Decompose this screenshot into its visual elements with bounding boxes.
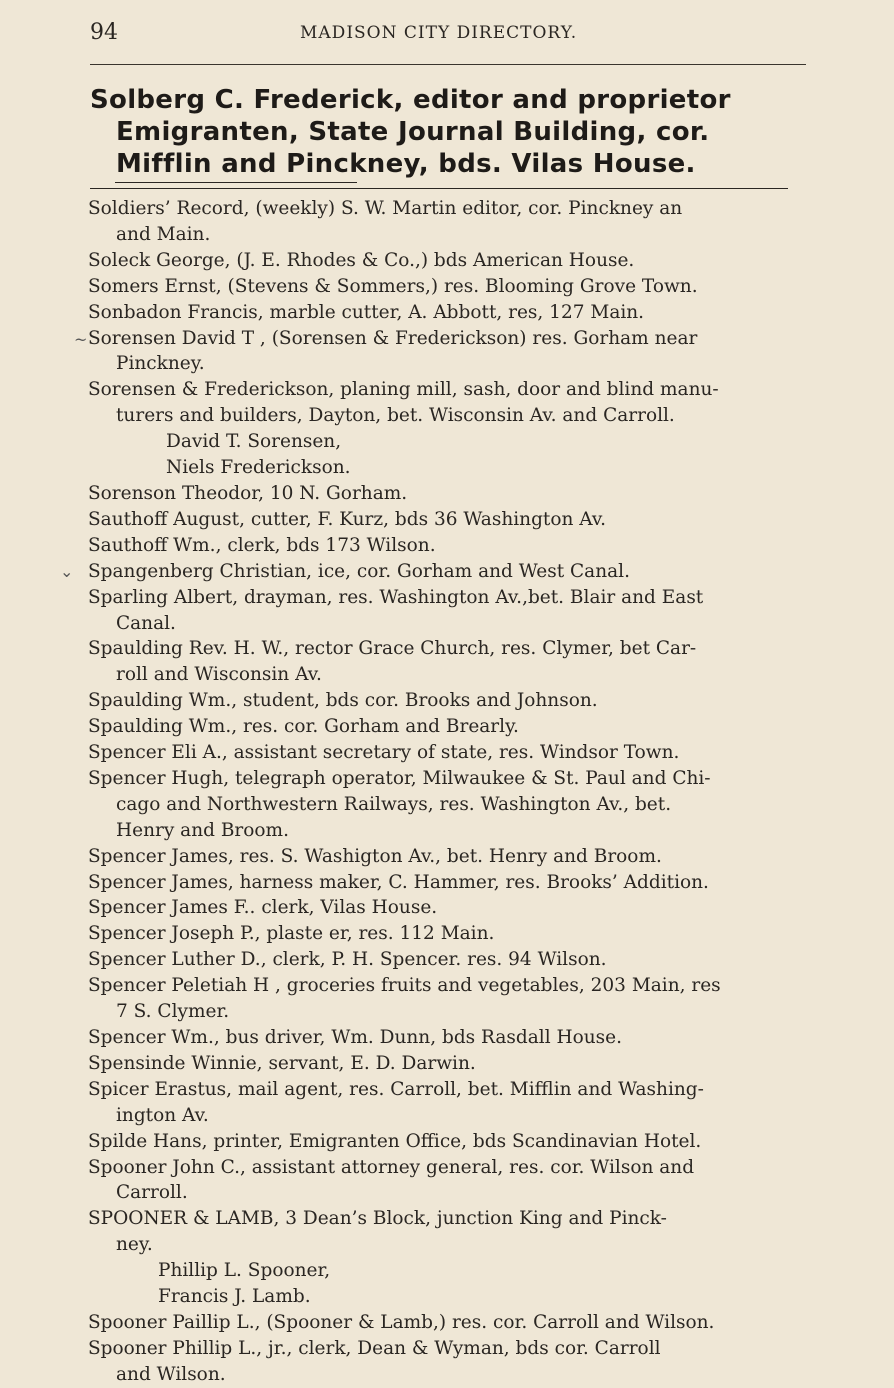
entry-line: Sauthoff Wm., clerk, bds 173 Wilson. xyxy=(88,534,436,556)
entry-line: Spooner Paillip L., (Spooner & Lamb,) res. cor. Carroll and Wilson. xyxy=(88,1311,715,1333)
entry-continuation: roll and Wisconsin Av. xyxy=(116,664,322,686)
directory-entry xyxy=(88,507,808,533)
directory-entry xyxy=(88,1051,808,1077)
directory-entry xyxy=(88,714,808,740)
entry-line: Sorensen David T , (Sorensen & Frederickson) res. Gorham near xyxy=(88,327,698,349)
entry-continuation: Carroll. xyxy=(116,1182,188,1204)
entry-line: Sauthoff August, cutter, F. Kurz, bds 36 Washington Av. xyxy=(88,508,607,530)
directory-entry xyxy=(88,481,808,507)
entry-continuation: ney. xyxy=(116,1234,153,1256)
entry-line: Spangenberg Christian, ice, cor. Gorham and West Canal. xyxy=(88,560,630,582)
page-header xyxy=(90,20,804,46)
entry-line: Soleck George, (J. E. Rhodes & Co.,) bds American House. xyxy=(88,249,635,271)
entry-line: Spaulding Rev. H. W., rector Grace Church, res. Clymer, bet Car- xyxy=(88,638,697,660)
section-divider xyxy=(90,188,788,189)
directory-entry xyxy=(88,1129,808,1155)
ad-line: Solberg C. Frederick, editor and proprietor xyxy=(90,85,731,115)
directory-entry: Phillip L. Spooner, xyxy=(158,1260,331,1282)
entry-continuation: ington Av. xyxy=(116,1104,209,1126)
entry-line: Spencer Joseph P., plaste er, res. 112 Main. xyxy=(88,923,495,945)
margin-mark: ~ xyxy=(74,330,88,349)
entry-line: Spicer Erastus, mail agent, res. Carroll, bet. Mifflin and Washing- xyxy=(88,1078,704,1100)
entry-line: SPOONER & LAMB, 3 Dean’s Block, junction King and Pinck- xyxy=(88,1208,667,1230)
ad-line: Mifflin and Pinckney, bds. Vilas House. xyxy=(116,149,696,179)
entry-line: Soldiers’ Record, (weekly) S. W. Martin editor, cor. Pinckney an xyxy=(88,198,683,219)
directory-entry xyxy=(88,921,808,947)
entry-continuation: cago and Northwestern Railways, res. Washington Av., bet. xyxy=(116,793,672,815)
entry-line: Spaulding Wm., student, bds cor. Brooks and Johnson. xyxy=(88,690,598,712)
ad-underline xyxy=(115,182,357,183)
directory-entry xyxy=(88,740,808,766)
entry-line: Spilde Hans, printer, Emigranten Office, bds Scandinavian Hotel. xyxy=(88,1130,702,1152)
entry-line: Sparling Albert, drayman, res. Washington Av.,bet. Blair and East xyxy=(88,586,704,608)
directory-entry xyxy=(88,533,808,559)
entry-continuation: 7 S. Clymer. xyxy=(116,1001,230,1023)
entry-line: Somers Ernst, (Stevens & Sommers,) res. Blooming Grove Town. xyxy=(88,275,698,297)
entry-continuation: Henry and Broom. xyxy=(116,819,289,841)
entry-continuation: and Wilson. xyxy=(116,1363,226,1385)
directory-entry xyxy=(88,636,808,688)
entry-continuation: and Main. xyxy=(116,223,211,245)
directory-entry xyxy=(88,1025,808,1051)
entry-line: Spaulding Wm., res. cor. Gorham and Brearly. xyxy=(88,716,519,738)
header-rule xyxy=(90,64,806,65)
entry-line: Spensinde Winnie, servant, E. D. Darwin. xyxy=(88,1052,476,1074)
directory-entry xyxy=(88,274,808,300)
directory-entry xyxy=(88,1336,808,1388)
entry-line: Spencer Eli A., assistant secretary of state, res. Windsor Town. xyxy=(88,742,680,764)
directory-entry: David T. Sorensen, xyxy=(166,431,342,453)
entry-line: Spencer Hugh, telegraph operator, Milwaukee & St. Paul and Chi- xyxy=(88,767,711,789)
directory-entry xyxy=(88,585,808,637)
directory-entry xyxy=(88,870,808,896)
entry-line: Spooner John C., assistant attorney general, res. cor. Wilson and xyxy=(88,1156,695,1178)
directory-entry xyxy=(88,844,808,870)
directory-entry xyxy=(88,1206,808,1258)
directory-entry xyxy=(88,377,808,429)
directory-entries xyxy=(88,196,808,1388)
entry-line: Spencer James, harness maker, C. Hammer, res. Brooks’ Addition. xyxy=(88,871,709,893)
directory-entry xyxy=(88,248,808,274)
entry-continuation: Canal. xyxy=(116,612,176,634)
margin-mark: ⌄ xyxy=(60,562,74,581)
directory-entry xyxy=(88,1310,808,1336)
directory-entry xyxy=(88,326,808,378)
directory-entry xyxy=(88,196,808,248)
directory-entry xyxy=(88,766,808,844)
entry-continuation: Pinckney. xyxy=(116,353,205,375)
entry-line: Spooner Phillip L., jr., clerk, Dean & Wyman, bds cor. Carroll xyxy=(88,1337,661,1359)
ad-line: Emigranten, State Journal Building, cor. xyxy=(116,117,710,147)
entry-line: Spencer James, res. S. Washigton Av., bet. Henry and Broom. xyxy=(88,845,662,867)
page-number: 94 xyxy=(90,20,118,45)
directory-entry: Niels Frederickson. xyxy=(166,457,351,479)
directory-entry xyxy=(88,947,808,973)
entry-line: Sonbadon Francis, marble cutter, A. Abbott, res, 127 Main. xyxy=(88,301,645,323)
directory-entry xyxy=(88,1155,808,1207)
entry-line: Spencer Peletiah H , groceries fruits and vegetables, 203 Main, res xyxy=(88,975,721,997)
entry-continuation: turers and builders, Dayton, bet. Wisconsin Av. and Carroll. xyxy=(116,405,675,427)
running-title: MADISON CITY DIRECTORY. xyxy=(300,23,578,43)
directory-entry xyxy=(88,688,808,714)
entry-line: Spencer Wm., bus driver, Wm. Dunn, bds Rasdall House. xyxy=(88,1027,623,1048)
directory-entry xyxy=(88,895,808,921)
directory-entry xyxy=(88,1077,808,1129)
advertisement-block xyxy=(90,84,810,180)
directory-entry xyxy=(88,973,808,1025)
entry-line: Sorenson Theodor, 10 N. Gorham. xyxy=(88,482,408,504)
entry-line: Spencer Luther D., clerk, P. H. Spencer. res. 94 Wilson. xyxy=(88,949,607,971)
entry-line: Spencer James F.. clerk, Vilas House. xyxy=(88,897,438,919)
directory-entry xyxy=(88,300,808,326)
entry-line: Sorensen & Frederickson, planing mill, sash, door and blind manu- xyxy=(88,379,719,401)
directory-entry xyxy=(88,559,808,585)
directory-entry: Francis J. Lamb. xyxy=(158,1286,311,1308)
